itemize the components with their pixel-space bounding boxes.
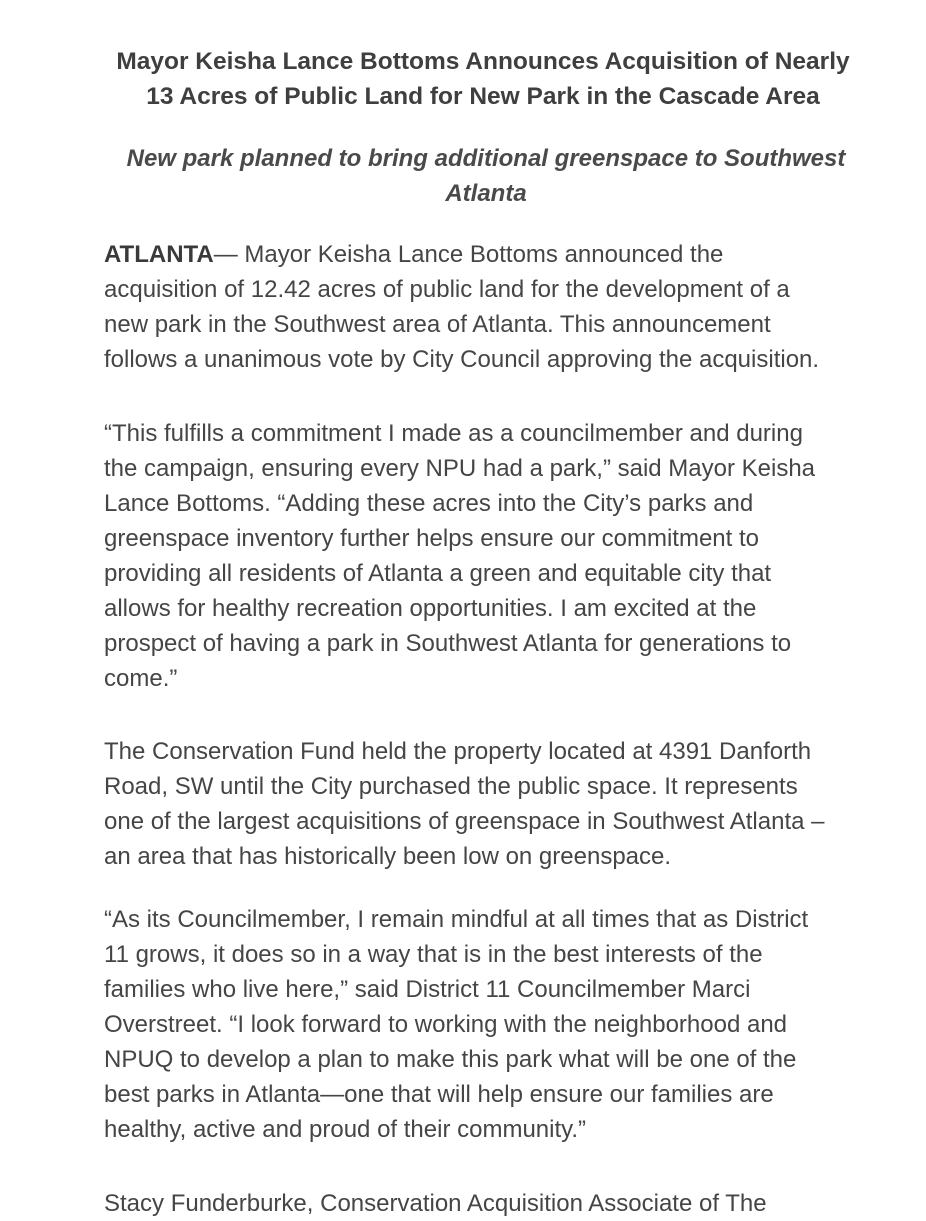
- paragraph-councilmember-quote: [104, 902, 884, 1147]
- paragraph-line: acquisition of 12.42 acres of public land for the development of a: [104, 276, 790, 303]
- paragraph-cut-off: [104, 1186, 884, 1221]
- headline-line: Mayor Keisha Lance Bottoms Announces Acquisition of Nearly: [116, 48, 850, 75]
- paragraph-line: “This fulfills a commitment I made as a councilmember and during: [104, 420, 803, 447]
- paragraph-line: Stacy Funderburke, Conservation Acquisition Associate of The: [104, 1190, 767, 1217]
- paragraph-line: the campaign, ensuring every NPU had a park,” said Mayor Keisha: [104, 455, 816, 482]
- paragraph-line: healthy, active and proud of their community.”: [104, 1116, 587, 1143]
- paragraph-line: “As its Councilmember, I remain mindful at all times that as District: [104, 906, 809, 933]
- paragraph-line: 11 grows, it does so in a way that is in the best interests of the: [104, 941, 763, 968]
- subheadline: [70, 141, 902, 211]
- paragraph-line: Road, SW until the City purchased the public space. It represents: [104, 773, 798, 800]
- paragraph-line: Mayor Keisha Lance Bottoms announced the: [244, 241, 724, 268]
- dateline-separator: —: [213, 241, 245, 268]
- paragraph-line: families who live here,” said District 11 Councilmember Marci: [104, 976, 751, 1003]
- paragraph-line: The Conservation Fund held the property located at 4391 Danforth: [104, 738, 812, 765]
- paragraph-line: Lance Bottoms. “Adding these acres into the City’s parks and: [104, 490, 754, 517]
- paragraph-conservation-fund: [104, 734, 884, 874]
- paragraph-line: allows for healthy recreation opportunities. I am excited at the: [104, 595, 757, 622]
- paragraph-line: best parks in Atlanta—one that will help ensure our families are: [104, 1081, 774, 1108]
- headline-line: 13 Acres of Public Land for New Park in the Cascade Area: [146, 83, 820, 110]
- paragraph-line: providing all residents of Atlanta a green and equitable city that: [104, 560, 772, 587]
- dateline: ATLANTA: [104, 241, 214, 268]
- paragraph-line: greenspace inventory further helps ensure our commitment to: [104, 525, 759, 552]
- paragraph-line: come.”: [104, 665, 178, 692]
- paragraph-mayor-quote: [104, 416, 884, 696]
- subheadline-line: Atlanta: [445, 180, 527, 207]
- headline: [60, 44, 906, 114]
- paragraph-line: an area that has historically been low on greenspace.: [104, 843, 672, 870]
- paragraph-line: Overstreet. “I look forward to working with the neighborhood and: [104, 1011, 788, 1038]
- subheadline-line: New park planned to bring additional greenspace to Southwest: [126, 145, 846, 172]
- paragraph-line: NPUQ to develop a plan to make this park what will be one of the: [104, 1046, 797, 1073]
- paragraph-announcement: [104, 237, 884, 377]
- paragraph-line: one of the largest acquisitions of greenspace in Southwest Atlanta –: [104, 808, 825, 835]
- paragraph-line: follows a unanimous vote by City Council approving the acquisition.: [104, 346, 820, 373]
- paragraph-line: prospect of having a park in Southwest Atlanta for generations to: [104, 630, 792, 657]
- paragraph-line: new park in the Southwest area of Atlanta. This announcement: [104, 311, 771, 338]
